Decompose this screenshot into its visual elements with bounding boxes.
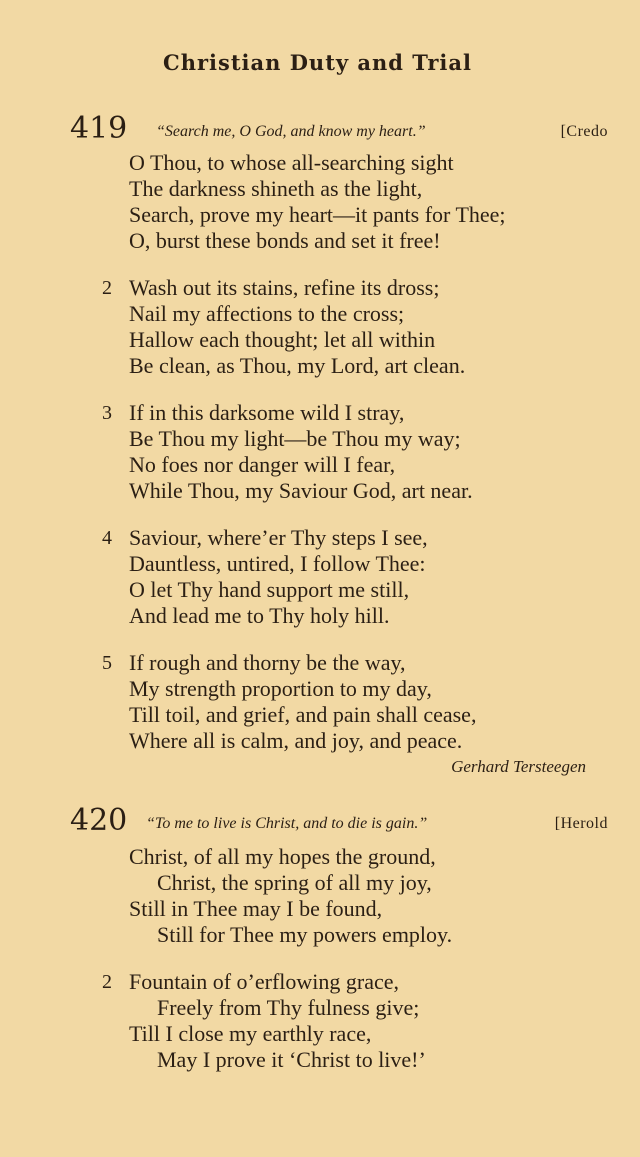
verse-line: And lead me to Thy holy hill. <box>129 603 390 628</box>
verse-4 <box>0 525 640 629</box>
verse-line: Wash out its stains, refine its dross; <box>129 275 440 300</box>
verse-line: Still for Thee my powers employ. <box>157 922 453 947</box>
verse-number: 4 <box>102 527 112 549</box>
verse-line: If in this darksome wild I stray, <box>129 400 405 425</box>
verse-line: Fountain of o’erflowing grace, <box>129 969 400 994</box>
verse-1 <box>0 844 640 948</box>
verse-number: 5 <box>102 652 112 674</box>
verse-line: Dauntless, untired, I follow Thee: <box>129 551 426 576</box>
verse-5 <box>0 650 640 754</box>
hymn-420 <box>0 804 640 1073</box>
author-attribution: Gerhard Tersteegen <box>451 757 586 776</box>
verse-number: 2 <box>102 971 112 993</box>
verse-line: Search, prove my heart—it pants for Thee; <box>129 202 506 227</box>
verse-line: Christ, of all my hopes the ground, <box>129 844 436 869</box>
verse-line: The darkness shineth as the light, <box>129 176 423 201</box>
verse-line: Till toil, and grief, and pain shall cease, <box>129 702 477 727</box>
scripture-text: “Search me, O God, and know my heart.” <box>156 123 426 140</box>
verse-line: O let Thy hand support me still, <box>129 577 410 602</box>
verse-number: 3 <box>102 402 112 424</box>
verse-line: No foes nor danger will I fear, <box>129 452 396 477</box>
verse-line: Where all is calm, and joy, and peace. <box>129 728 463 753</box>
hymn-heading <box>0 804 640 844</box>
verse-line: If rough and thorny be the way, <box>129 650 406 675</box>
tune-name: [Credo <box>560 123 608 140</box>
scripture-text: “To me to live is Christ, and to die is gain.” <box>146 815 428 832</box>
verse-line: Still in Thee may I be found, <box>129 896 383 921</box>
verse-line: O Thou, to whose all-searching sight <box>129 150 454 175</box>
verse-line: Hallow each thought; let all within <box>129 327 436 352</box>
hymn-419 <box>0 112 640 778</box>
verse-line: O, burst these bonds and set it free! <box>129 228 441 253</box>
verse-1 <box>0 150 640 254</box>
hymn-number: 419 <box>70 111 128 146</box>
verse-line: While Thou, my Saviour God, art near. <box>129 478 473 503</box>
verse-2 <box>0 275 640 379</box>
running-header <box>0 50 640 75</box>
verse-line: Saviour, where’er Thy steps I see, <box>129 525 428 550</box>
verse-line: Till I close my earthly race, <box>129 1021 372 1046</box>
tune-name: [Herold <box>554 815 608 832</box>
hymn-number: 420 <box>70 803 128 838</box>
verse-line: Be Thou my light—be Thou my way; <box>129 426 461 451</box>
verse-line: Be clean, as Thou, my Lord, art clean. <box>129 353 466 378</box>
page-header-title: Christian Duty and Trial <box>163 50 472 75</box>
verse-line: Christ, the spring of all my joy, <box>157 870 432 895</box>
verse-line: My strength proportion to my day, <box>129 676 432 701</box>
verse-line: May I prove it ‘Christ to live!’ <box>157 1047 426 1072</box>
verse-line: Nail my affections to the cross; <box>129 301 405 326</box>
verse-3 <box>0 400 640 504</box>
verse-2 <box>0 969 640 1073</box>
verse-number: 2 <box>102 277 112 299</box>
hymn-heading <box>0 112 640 152</box>
verse-line: Freely from Thy fulness give; <box>157 995 420 1020</box>
